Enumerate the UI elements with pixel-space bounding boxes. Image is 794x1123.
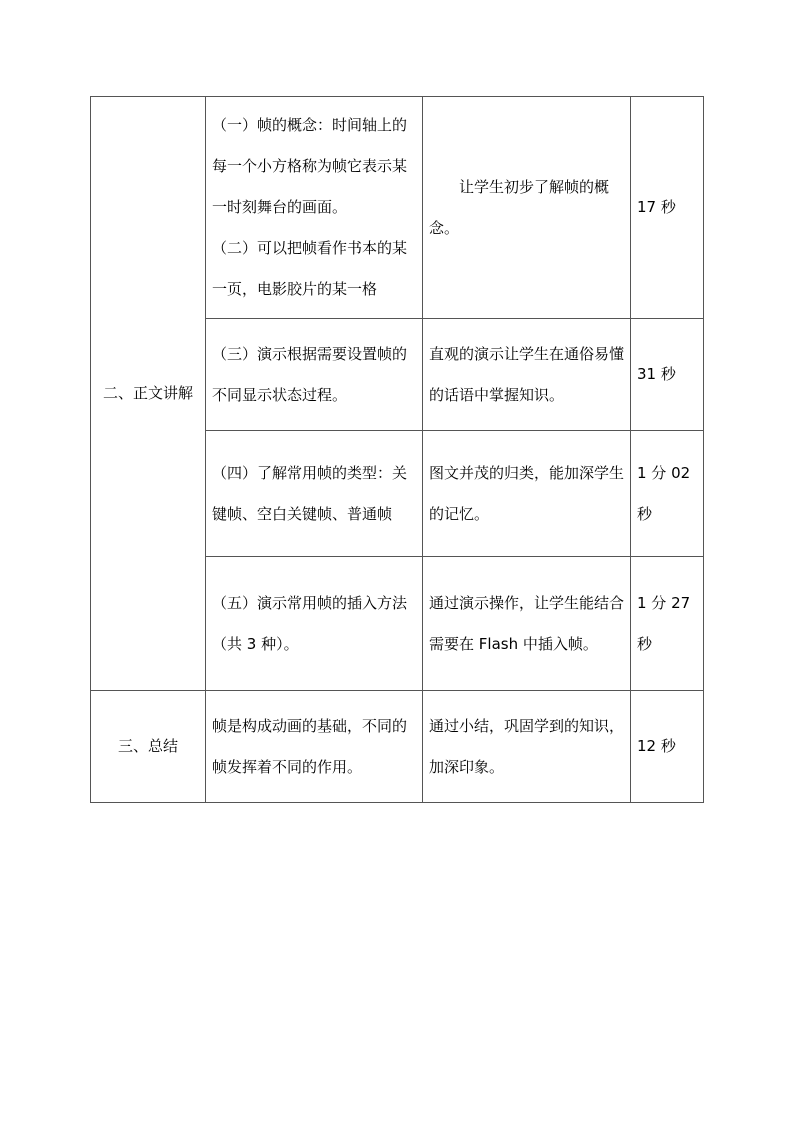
table-row — [91, 691, 704, 803]
content-text: （四）了解常用帧的类型：关键帧、空白关键帧、普通帧 — [212, 463, 408, 523]
section-label: 二、正文讲解 — [102, 384, 193, 402]
goal-cell — [423, 557, 631, 691]
content-text: （二）可以把帧看作书本的某一页，电影胶片的某一格 — [212, 239, 408, 298]
time-text: 1 分 02 秒 — [637, 463, 691, 523]
content-cell — [206, 691, 423, 803]
goal-cell — [423, 431, 631, 557]
content-text: （一）帧的概念：时间轴上的每一个小方格称为帧它表示某一时刻舞台的画面。 — [212, 116, 408, 216]
section-label: 三、总结 — [117, 737, 178, 755]
content-text: （五）演示常用帧的插入方法（共 3 种）。 — [212, 593, 408, 653]
goal-text: 让学生初步了解帧的概念。 — [429, 177, 610, 237]
section-cell — [91, 97, 206, 691]
goal-cell — [423, 97, 631, 319]
content-text: 帧是构成动画的基础，不同的帧发挥着不同的作用。 — [212, 716, 408, 776]
time-text: 1 分 27 秒 — [637, 593, 691, 653]
goal-text: 图文并茂的归类，能加深学生的记忆。 — [429, 463, 625, 523]
table-row — [91, 97, 704, 319]
content-cell — [206, 557, 423, 691]
time-cell — [631, 431, 704, 557]
goal-cell — [423, 319, 631, 431]
goal-cell — [423, 691, 631, 803]
time-text: 17 秒 — [637, 198, 676, 216]
time-text: 31 秒 — [637, 365, 676, 383]
goal-text: 通过小结，巩固学到的知识，加深印象。 — [429, 716, 625, 776]
time-cell — [631, 319, 704, 431]
time-cell — [631, 691, 704, 803]
lesson-plan-table — [90, 96, 704, 803]
content-cell — [206, 97, 423, 319]
time-cell — [631, 97, 704, 319]
content-cell — [206, 319, 423, 431]
content-cell — [206, 431, 423, 557]
content-text: （三）演示根据需要设置帧的不同显示状态过程。 — [212, 344, 408, 404]
time-text: 12 秒 — [637, 737, 676, 755]
section-cell — [91, 691, 206, 803]
time-cell — [631, 557, 704, 691]
goal-text: 通过演示操作，让学生能结合需要在 Flash 中插入帧。 — [429, 593, 625, 653]
goal-text: 直观的演示让学生在通俗易懂的话语中掌握知识。 — [429, 344, 625, 404]
